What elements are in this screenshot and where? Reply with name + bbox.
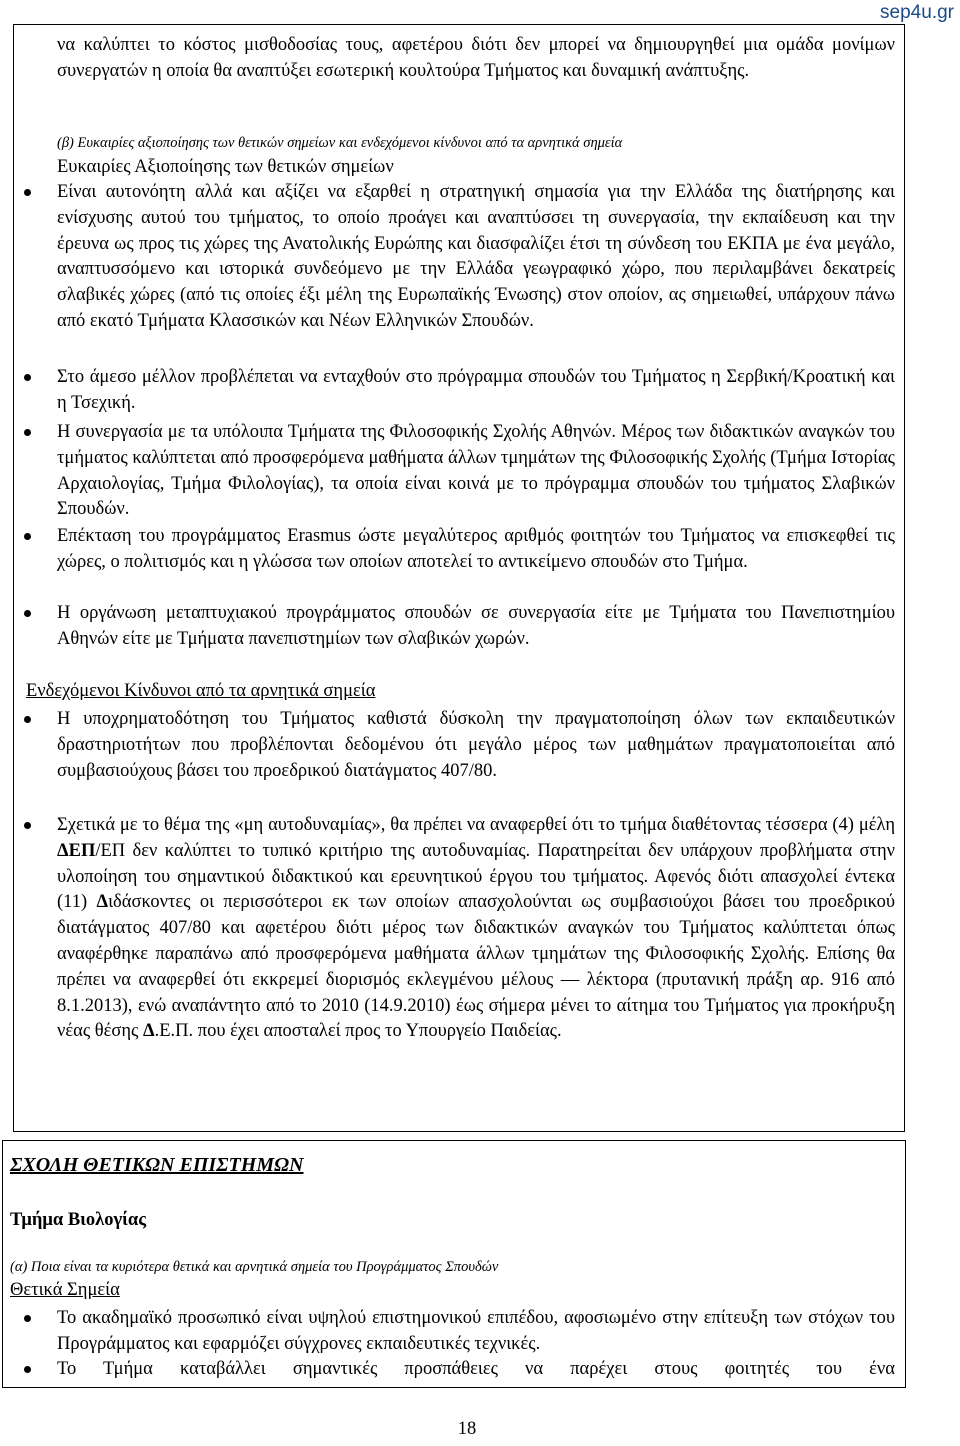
bullet-icon [24,189,31,196]
bullet-icon [24,610,31,617]
bullet-icon [24,716,31,723]
risk-item-bold: Δ [143,1021,155,1042]
bullet-icon [24,822,31,829]
bullet-icon [24,1315,31,1322]
section-a-question: (α) Ποια είναι τα κυριότερα θετικά και αρνητικά σημεία του Προγράμματος Σπουδών [10,1259,499,1275]
bullet-icon [24,429,31,436]
opportunities-heading: Ευκαιρίες Αξιοποίησης των θετικών σημείων [57,157,394,177]
bullet-icon [24,1366,31,1373]
positive-item: Το Τμήμα καταβάλλει σημαντικές προσπάθειες να παρέχει στους φοιτητές του ένα [57,1359,895,1379]
risks-heading: Ενδεχόμενοι Κίνδυνοι από τα αρνητικά σημεία [26,681,376,701]
positive-item: Το ακαδημαϊκό προσωπικό είναι υψηλού επιστημονικού επιπέδου, αφοσιωμένο στην επίτευξη των στόχων του Προγράμματος και εφαρμόζει σύγχρονες εκπαιδευτικές τεχνικές. [57,1308,895,1354]
school-title: ΣΧΟΛΗ ΘΕΤΙΚΩΝ ΕΠΙΣΤΗΜΩΝ [10,1154,304,1176]
bullet-icon [24,374,31,381]
section-b-question: (β) Ευκαιρίες αξιοποίησης των θετικών σημείων και ενδεχόμενοι κίνδυνοι από τα αρνητικά σημεία [57,135,623,151]
risk-item-text: .Ε.Π. που έχει αποσταλεί προς το Υπουργείο Παιδείας. [154,1021,562,1042]
site-watermark: sep4u.gr [880,2,954,23]
opportunity-item: Επέκταση του προγράμματος Erasmus ώστε μεγαλύτερος αριθμός φοιτητών του Τμήματος να επισκεφθεί τις χώρες, ο πολιτισμός και η γλώσσα των οποίων αποτελεί το αντικείμενο σπουδών στο Τμήμα. [57,526,895,572]
risk-item-text: ιδάσκοντες οι περισσότεροι εκ των οποίων απασχολούνται ως συμβασιούχοι βάσει του προεδρικού διατάγματος 407/80 και αφετέρου διότι μέρος των διδακτικών αναγκών του Τμήματος καλύπτεται όπως αναφέρθηκε παραπάνω από προσφερόμενα μαθήματα άλλων τμημάτων της Φιλοσοφικής Σχολής. Επίσης θα πρέπει να αναφερθεί ότι εκκρεμεί διορισμός εκλεγμένου μέλους — λέκτορα (πρυτανική πράξη αρ. 916 από 8.1.2013), ενώ αναπάντητο από το 2010 (14.9.2010) έως σήμερα μένει το αίτημα του Τμήματος για προκήρυξη νέας θέσης [57,892,895,1042]
page-number: 18 [457,1419,477,1439]
department-title: Τμήμα Βιολογίας [10,1210,146,1230]
opportunity-item: Η οργάνωση μεταπτυχιακού προγράμματος σπουδών σε συνεργασία είτε με Τμήματα του Πανεπιστημίου Αθηνών είτε με Τμήματα πανεπιστημίων των σλαβικών χωρών. [57,603,895,649]
positives-heading: Θετικά Σημεία [10,1280,120,1300]
intro-paragraph: να καλύπτει το κόστος μισθοδοσίας τους, αφετέρου διότι δεν μπορεί να δημιουργηθεί μια ομάδα μονίμων συνεργατών η οποία θα αναπτύξει εσωτερική κουλτούρα Τμήματος και δυναμική ανάπτυξης. [57,35,895,81]
opportunity-item: Είναι αυτονόητη αλλά και αξίζει να εξαρθεί η στρατηγική σημασία για την Ελλάδα της διατήρησης και ενίσχυσης αυτού του τμήματος, το οποίο προάγει και αναπτύσσει τη συνεργασία, την εκπαίδευση και την έρευνα ως προς τις χώρες της Ανατολικής Ευρώπης και διασφαλίζει έτσι τη σύνδεση του ΕΚΠΑ με ένα μεγάλο, αναπτυσσόμενο και ιστορικά συνδεόμενο με την Ελλάδα γεωγραφικό χώρο, που περιλαμβάνει δεκατρείς σλαβικές χώρες (από τις οποίες έξι μέλη της Ευρωπαϊκής Ένωσης) στον οποίον, ας σημειωθεί, υπάρχουν πάνω από εκατό Τμήματα Κλασσικών και Νέων Ελληνικών Σπουδών. [57,182,895,331]
risk-item-bold: Δ [96,892,109,913]
bullet-icon [24,533,31,540]
risk-item-bold: ΔΕΠ [57,840,96,861]
risk-item: Η υποχρηματοδότηση του Τμήματος καθιστά δύσκολη την πραγματοποίηση όλων των εκπαιδευτικών δραστηριοτήτων που προβλέπονται δεδομένου ότι μεγάλο μέρος των μαθημάτων πραγματοποιείται από συμβασιούχους βάσει του προεδρικού διατάγματος 407/80. [57,709,895,781]
risk-item-text: /ΕΠ δεν καλύπτει το τυπικό κριτήριο της αυτοδυναμίας. Παρατηρείται δεν υπάρχουν προβλήματα στην υλοποίηση του σημαντικού διδακτικού και ερευνητικού έργου του τμήματος. Αφενός διότι απασχολεί έντεκα (11) [57,840,895,913]
opportunity-item: Στο άμεσο μέλλον προβλέπεται να ενταχθούν στο πρόγραμμα σπουδών του Τμήματος η Σερβική/Κροατική και η Τσεχική. [57,367,895,413]
risk-item [57,813,895,1045]
risk-item-text: Σχετικά με το θέμα της «μη αυτοδυναμίας», θα πρέπει να αναφερθεί ότι το τμήμα διαθέτοντας τέσσερα (4) μέλη [57,815,895,835]
opportunity-item: Η συνεργασία με τα υπόλοιπα Τμήματα της Φιλοσοφικής Σχολής Αθηνών. Μέρος των διδακτικών αναγκών του τμήματος καλύπτεται από προσφερόμενα μαθήματα άλλων τμημάτων της Φιλοσοφικής Σχολής (Τμήμα Ιστορίας Αρχαιολογίας, Τμήμα Φιλολογίας), τα οποία είναι κοινά με το πρόγραμμα σπουδών του τμήματος Σλαβικών Σπουδών. [57,422,895,520]
